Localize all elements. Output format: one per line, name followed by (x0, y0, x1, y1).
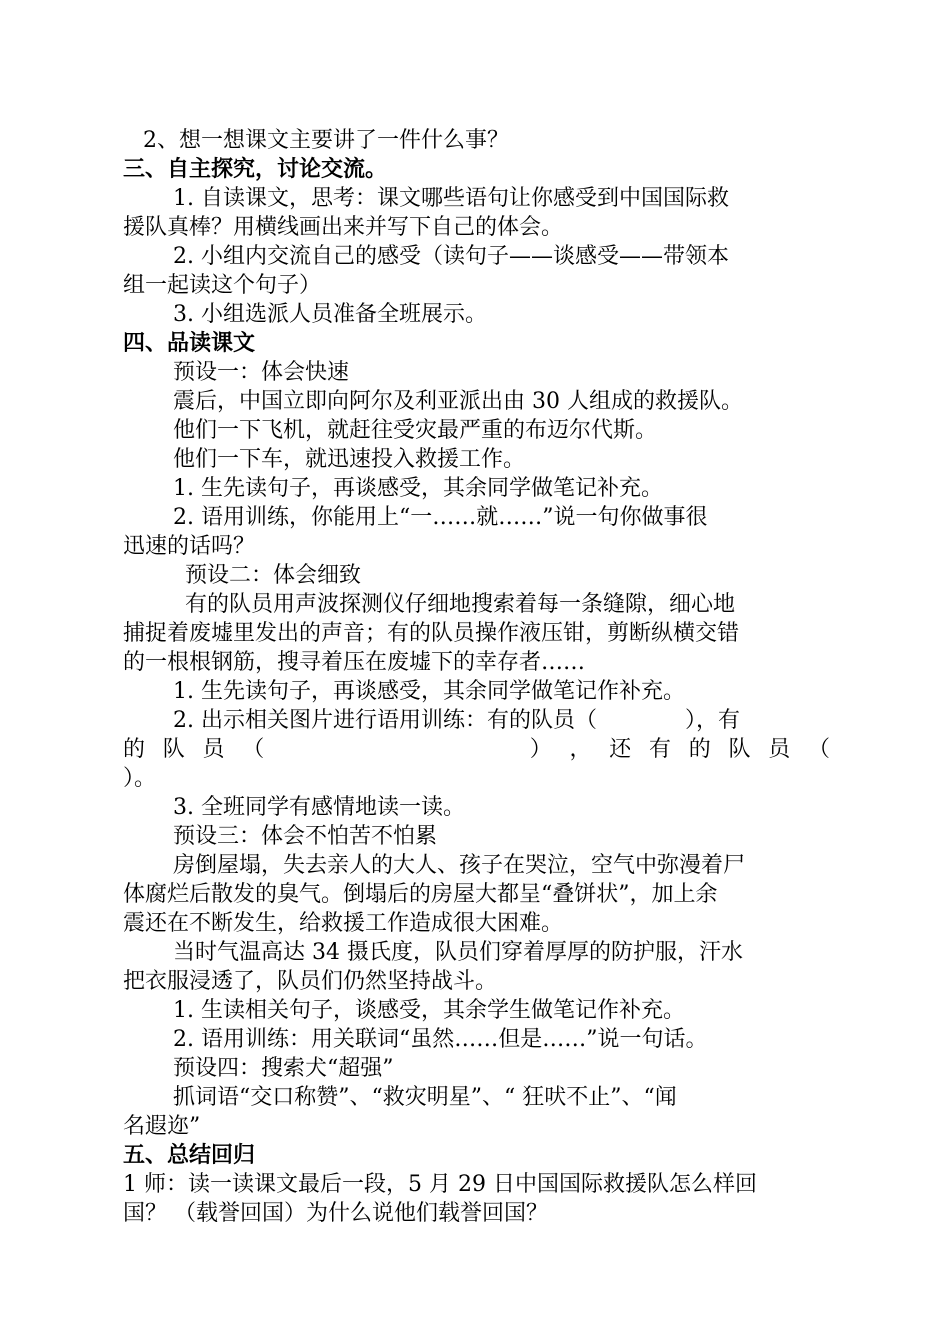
char: ， (569, 737, 592, 762)
text-line: ）。 (123, 766, 157, 791)
char: 队 (162, 737, 185, 762)
text-line: 房倒屋塌，失去亲人的大人、孩子在哭泣，空气中弥漫着尸 (173, 853, 746, 878)
text-line: 2. 语用训练：用关联词“虽然……但是……”说一句话。 (173, 1027, 708, 1052)
section-heading: 四、品读课文 (123, 331, 256, 356)
text-line: 2. 语用训练，你能用上“一……就……”说一句你做事很 (173, 505, 708, 530)
text-line: 把衣服浸透了，队员们仍然坚持战斗。 (123, 969, 498, 994)
text-line: 迅速的话吗？ (123, 534, 256, 559)
justified-text-line (123, 735, 830, 764)
char: ） (529, 737, 552, 762)
text-line: 预设三：体会不怕苦不怕累 (173, 824, 438, 849)
char: 队 (728, 737, 751, 762)
text-line: 预设四：搜索犬“超强” (173, 1056, 394, 1081)
text-line: 1. 生先读句子，再谈感受，其余同学做笔记作补充。 (173, 679, 685, 704)
text-line: 抓词语“交口称赞”、“救灾明星”、“ 狂吠不止”、“闻 (173, 1085, 677, 1110)
text-line: 3. 小组选派人员准备全班展示。 (173, 302, 487, 327)
char: 有 (648, 737, 671, 762)
char: 员 (202, 737, 225, 762)
text-line: 震还在不断发生，给救援工作造成很大困难。 (123, 911, 564, 936)
text-line: 的一根根钢筋，搜寻着压在废墟下的幸存者…… (123, 650, 586, 675)
text-line: 预设二：体会细致 (185, 563, 362, 588)
text-line: 他们一下飞机，就赶往受灾最严重的布迈尔代斯。 (173, 418, 658, 443)
text-line: 名遐迩” (123, 1114, 201, 1139)
text-line: 预设一：体会快速 (173, 360, 350, 385)
text-line: 1 师：读一读课文最后一段，5 月 29 日中国国际救援队怎么样回 (123, 1172, 757, 1197)
text-line: 国？ （载誉回国）为什么说他们载誉回国？ (123, 1201, 548, 1226)
text-line: 2、想一想课文主要讲了一件什么事？ (143, 128, 509, 153)
section-heading: 三、自主探究，讨论交流。 (123, 157, 388, 182)
text-line: 1. 生先读句子，再谈感受，其余同学做笔记补充。 (173, 476, 663, 501)
text-line: 有的队员用声波探测仪仔细地搜索着每一条缝隙，细心地 (185, 592, 736, 617)
char: （ (242, 737, 265, 762)
section-heading: 五、总结回归 (123, 1143, 256, 1168)
text-line: 1. 生读相关句子，谈感受，其余学生做笔记作补充。 (173, 998, 685, 1023)
text-line: 2. 出示相关图片进行语用训练：有的队员（ ），有 (173, 708, 740, 733)
text-line: 当时气温高达 34 摄氏度，队员们穿着厚厚的防护服，汗水 (173, 940, 743, 965)
text-line: 体腐烂后散发的臭气。倒塌后的房屋大都呈“叠饼状”，加上余 (123, 882, 718, 907)
char: 的 (688, 737, 711, 762)
text-line: 他们一下车，就迅速投入救援工作。 (173, 447, 526, 472)
text-line: 3. 全班同学有感情地读一读。 (173, 795, 465, 820)
char: 还 (609, 737, 632, 762)
text-line: 援队真棒？用横线画出来并写下自己的体会。 (123, 215, 564, 240)
text-line: 2. 小组内交流自己的感受（读句子——谈感受——带领本 (173, 244, 729, 269)
char: 员 (768, 737, 791, 762)
char: 的 (123, 737, 146, 762)
text-line: 1. 自读课文，思考：课文哪些语句让你感受到中国国际救 (173, 186, 729, 211)
text-line: 组一起读这个句子） (123, 273, 322, 298)
text-line: 震后，中国立即向阿尔及利亚派出由 30 人组成的救援队。 (173, 389, 743, 414)
char: （ (807, 737, 830, 762)
text-line: 捕捉着废墟里发出的声音；有的队员操作液压钳，剪断纵横交错 (123, 621, 740, 646)
